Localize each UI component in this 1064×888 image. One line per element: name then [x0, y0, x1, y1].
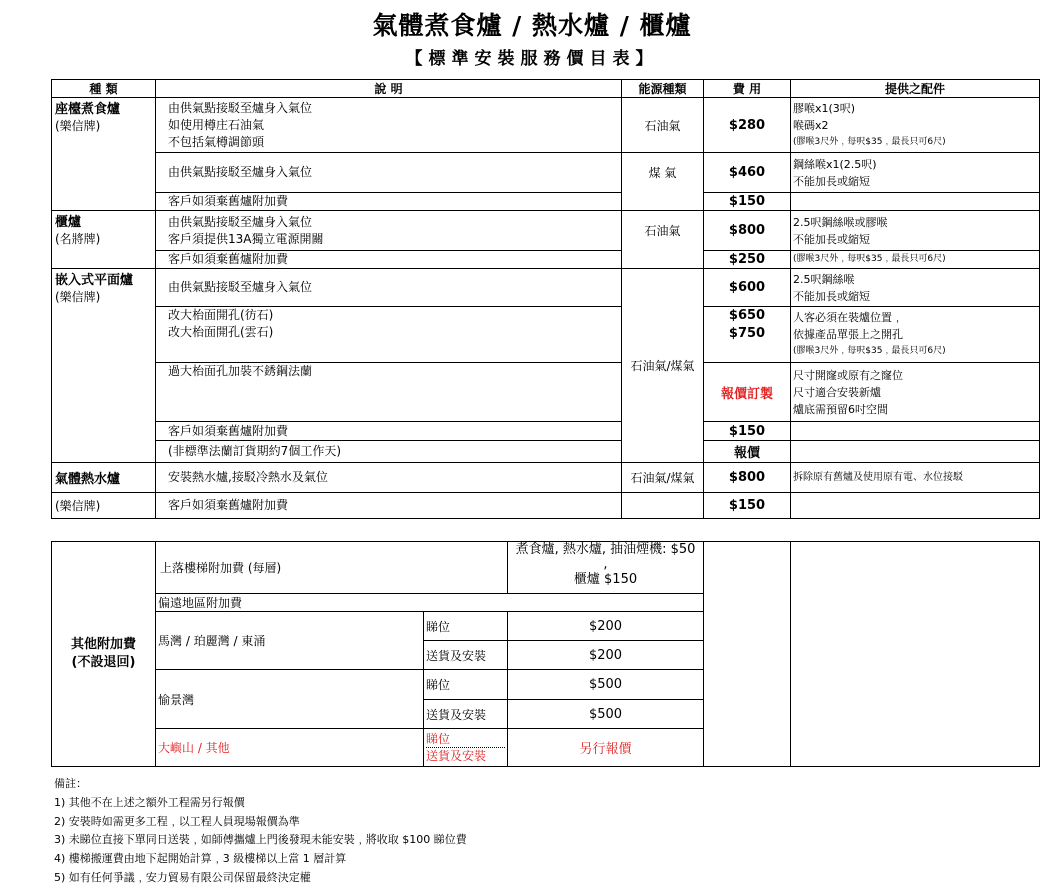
energy-cell — [622, 193, 704, 211]
accessory-note: (膠喉3尺外﹐每呎$35﹐最長只可6尺) — [793, 346, 946, 356]
description-line: 如使用樽庄石油氣 — [168, 117, 265, 132]
empty-accessories-cell — [791, 542, 1040, 767]
description-cell: 客戶如須棄舊爐附加費 — [156, 251, 622, 269]
energy-cell — [622, 493, 704, 519]
fee-cell: $600 — [704, 269, 791, 307]
fee-value: $650 — [728, 308, 766, 323]
table-row — [52, 307, 1040, 363]
description-line: 改大枱面開孔(雲石) — [168, 325, 274, 339]
fee-cell: 報價 — [704, 441, 791, 463]
accessories-cell — [791, 422, 1040, 441]
accessories-cell — [791, 269, 1040, 307]
category-cabinet-stove — [52, 211, 156, 269]
category-builtin-stove — [52, 269, 156, 463]
category-brand: (樂信牌) — [55, 290, 101, 304]
survey-label: 睇位 — [424, 612, 508, 641]
table-row — [52, 193, 1040, 211]
table-row — [52, 153, 1040, 193]
accessory-line: 尺寸開窿或原有之窿位 — [793, 368, 903, 382]
remote-area-label: 偏遠地區附加費 — [156, 594, 704, 612]
energy-cell: 石油氣/煤氣 — [622, 463, 704, 493]
description-cell — [156, 98, 622, 153]
surcharge-category — [52, 542, 156, 767]
accessories-cell — [791, 153, 1040, 193]
description-cell: 由供氣點接駁至爐身入氣位 — [156, 269, 622, 307]
accessories-cell: 拆除原有舊爐及使用原有電、水位接駁 — [791, 463, 1040, 493]
delivery-price: $200 — [508, 641, 704, 670]
category-seat-stove — [52, 98, 156, 211]
accessories-cell — [791, 98, 1040, 153]
description-cell: (非標準法蘭訂貨期約7個工作天) — [156, 441, 622, 463]
accessory-line: 鋼絲喉x1(2.5呎) — [793, 157, 877, 171]
accessory-line: 不能加長或縮短 — [793, 232, 870, 246]
accessories-cell — [791, 493, 1040, 519]
delivery-price: $500 — [508, 700, 704, 729]
category-name: 櫃爐 — [55, 215, 82, 230]
fee-cell: $800 — [704, 211, 791, 251]
fee-value: $750 — [728, 326, 766, 341]
notes-heading: 備註： — [54, 777, 87, 790]
description-cell: 安裝熱水爐,接駁冷熱水及氣位 — [156, 463, 622, 493]
note-item: 2) 安裝時如需更多工程﹐以工程人員現場報價為準 — [54, 814, 300, 828]
table-row — [52, 251, 1040, 269]
category-name: 座檯煮食爐 — [55, 102, 121, 117]
note-item: 3) 未睇位直接下單同日送裝﹐如師傅攜爐上門後發現未能安裝﹐將收取 $100 睇位費 — [54, 833, 467, 847]
table-row — [52, 363, 1040, 422]
col-header-category: 種 類 — [52, 80, 156, 98]
accessory-note: (膠喉3尺外﹐每呎$35﹐最長只可6尺) — [793, 136, 946, 147]
energy-cell: 煤 氣 — [622, 153, 704, 193]
quote-price: 另行報價 — [508, 729, 704, 767]
category-name: 其他附加費 — [70, 637, 136, 652]
description-cell: 客戶如須棄舊爐附加費 — [156, 422, 622, 441]
description-line: 客戶須提供13A獨立電源開關 — [168, 231, 324, 246]
category-brand: (樂信牌) — [52, 493, 156, 519]
col-header-energy: 能源種類 — [622, 80, 704, 98]
accessory-line: 人客必須在裝爐位置﹐ — [793, 311, 903, 324]
accessory-note: (膠喉3尺外﹐每呎$35﹐最長只可6尺) — [791, 251, 1040, 269]
price-line: 櫃爐 $150 — [573, 572, 638, 587]
empty-fee-cell — [704, 542, 791, 767]
energy-cell — [622, 251, 704, 269]
table-row — [52, 269, 1040, 307]
price-line: 煮食爐, 熱水爐, 抽油煙機: $50 — [515, 542, 696, 557]
fee-cell: $150 — [704, 193, 791, 211]
table-row — [52, 441, 1040, 463]
table-row — [52, 493, 1040, 519]
price-line: , — [603, 557, 608, 572]
accessory-line: 爐底需預留6吋空間 — [793, 402, 888, 416]
fee-cell: $460 — [704, 153, 791, 193]
survey-price: $500 — [508, 670, 704, 700]
energy-cell: 石油氣/煤氣 — [622, 269, 704, 463]
description-line: 由供氣點接駁至爐身入氣位 — [168, 214, 313, 229]
category-name: 氣體熱水爐 — [55, 472, 121, 487]
table-row — [52, 422, 1040, 441]
note-item: 4) 樓梯搬運費由地下起開始計算﹐3 級樓梯以上當 1 層計算 — [54, 852, 347, 866]
description-line: 改大枱面開孔(彷石) — [168, 308, 274, 322]
description-line: 由供氣點接駁至爐身入氣位 — [168, 100, 313, 115]
surcharge-table — [51, 541, 1040, 767]
col-header-accessories: 提供之配件 — [791, 80, 1040, 98]
description-line: 不包括氣樽調節頭 — [168, 134, 265, 149]
page-title: 氣體煮食爐 / 熱水爐 / 櫃爐 — [372, 11, 692, 40]
site-name: 馬灣 / 珀麗灣 / 東涌 — [156, 612, 424, 670]
accessory-line: 膠喉x1(3呎) — [793, 101, 856, 115]
fee-cell: 報價訂製 — [704, 363, 791, 422]
fee-cell: $150 — [704, 493, 791, 519]
accessories-cell — [791, 193, 1040, 211]
survey-price: $200 — [508, 612, 704, 641]
page-subtitle: 【標準安裝服務價目表】 — [405, 49, 659, 69]
energy-cell: 石油氣 — [622, 211, 704, 251]
delivery-label: 送貨及安裝 — [424, 641, 508, 670]
accessory-line: 2.5呎鋼絲喉或膠喉 — [793, 215, 888, 229]
accessory-line: 尺寸適合安裝新爐 — [793, 385, 881, 399]
accessory-line: 依據產品單張上之開孔 — [793, 328, 903, 341]
description-cell: 由供氣點接駁至爐身入氣位 — [156, 153, 622, 193]
col-header-description: 說 明 — [156, 80, 622, 98]
stairs-label: 上落樓梯附加費 (每層) — [156, 542, 508, 594]
table-row — [52, 211, 1040, 251]
category-brand: (樂信牌) — [55, 119, 101, 133]
delivery-label: 送貨及安裝 — [424, 700, 508, 729]
survey-label: 睇位 — [426, 731, 505, 748]
note-item: 1) 其他不在上述之額外工程需另行報價 — [54, 795, 245, 809]
accessories-cell — [791, 441, 1040, 463]
delivery-label: 送貨及安裝 — [426, 749, 487, 763]
accessory-line: 喉碼x2 — [793, 118, 829, 132]
description-cell — [156, 211, 622, 251]
energy-cell: 石油氣 — [622, 98, 704, 153]
category-water-heater — [52, 463, 156, 493]
fee-cell: $280 — [704, 98, 791, 153]
description-cell: 客戶如須棄舊爐附加費 — [156, 493, 622, 519]
fee-cell: $150 — [704, 422, 791, 441]
table-row — [52, 463, 1040, 493]
table-row — [52, 98, 1040, 153]
category-brand: (名將牌) — [55, 232, 101, 246]
accessories-cell — [791, 363, 1040, 422]
note-item: 5) 如有任何爭議﹐安力貿易有限公司保留最終決定權 — [54, 870, 311, 884]
accessories-cell — [791, 307, 1040, 363]
survey-label: 睇位 — [424, 670, 508, 700]
category-name: 嵌入式平面爐 — [55, 273, 134, 288]
description-cell: 過大枱面孔加裝不銹鋼法蘭 — [156, 363, 622, 422]
accessory-line: 不能加長或縮短 — [793, 174, 870, 188]
accessory-line: 不能加長或縮短 — [793, 289, 870, 303]
fee-cell: $250 — [704, 251, 791, 269]
category-note: (不設退回) — [71, 655, 136, 670]
survey-delivery-cell — [424, 729, 508, 767]
description-cell: 客戶如須棄舊爐附加費 — [156, 193, 622, 211]
fee-cell — [704, 307, 791, 363]
table-header-row — [52, 80, 1040, 98]
site-name: 愉景灣 — [156, 670, 424, 729]
fee-cell: $800 — [704, 463, 791, 493]
price-table — [51, 79, 1040, 519]
accessories-cell — [791, 211, 1040, 251]
accessory-line: 2.5呎鋼絲喉 — [793, 272, 855, 286]
notes-section — [54, 775, 467, 888]
stairs-price — [508, 542, 704, 594]
table-row — [52, 542, 1040, 594]
col-header-fee: 費 用 — [704, 80, 791, 98]
site-name: 大嶼山 / 其他 — [156, 729, 424, 767]
description-cell — [156, 307, 622, 363]
